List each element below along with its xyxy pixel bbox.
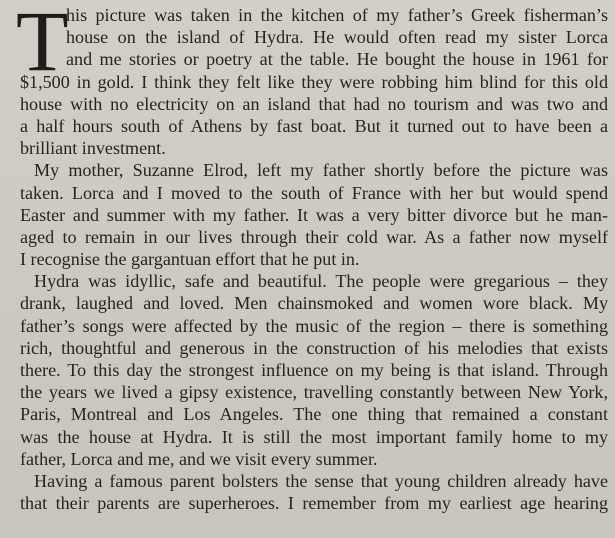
text-line: house with no electricity on an island that had no tourism and was two and [20,93,608,114]
text-line: that their parents are superheroes. I remember from my earliest age hearing [20,493,608,514]
text-line: house on the island of Hydra. He would often read my sister Lorca [66,27,608,48]
text-line: there. To this day the strongest influence on my being is that island. Through [20,360,608,380]
paragraph-3 [20,270,608,470]
text-line: Paris, Montreal and Los Angeles. The one thing that remained a constant [20,404,608,425]
text-line: the years we lived a gipsy existence, travelling constantly between New York, [20,382,608,403]
text-line: Having a famous parent bolsters the sense that young children already have [34,470,608,491]
text-line: and me stories or poetry at the table. He bought the house in 1961 for [66,49,608,70]
text-line: his picture was taken in the kitchen of my father’s Greek fisherman’s [66,5,608,25]
paragraph-1 [20,4,608,159]
text-line: $1,500 in gold. I think they felt like they were robbing him blind for this old [20,71,608,92]
text-line: My mother, Suzanne Elrod, left my father shortly before the picture was [34,160,608,181]
text-line: taken. Lorca and I moved to the south of France with her but would spend [20,182,608,203]
text-line: rich, thoughtful and generous in the construction of his melodies that exists [20,337,608,358]
article-body [20,4,608,514]
text-line: I recognise the gargantuan effort that he put in. [20,249,360,270]
text-line: was the house at Hydra. It is still the most important family home to my [20,426,608,447]
paragraph-2 [20,159,608,270]
paragraph-4 [20,470,608,514]
text-line: a half hours south of Athens by fast boat. But it turned out to have been a [20,115,608,136]
drop-cap: T [16,0,69,89]
text-line: Easter and summer with my father. It was a very bitter divorce but he man- [20,204,608,225]
text-line: father, Lorca and me, and we visit every summer. [20,448,378,469]
text-line: father’s songs were affected by the music of the region – there is something [20,315,608,336]
text-line: drank, laughed and loved. Men chainsmoked and women wore black. My [20,293,608,314]
text-line: Hydra was idyllic, safe and beautiful. The people were gregarious – they [34,271,608,292]
text-line: aged to remain in our lives through their cold war. As a father now myself [20,226,608,247]
text-line: brilliant investment. [20,138,166,159]
